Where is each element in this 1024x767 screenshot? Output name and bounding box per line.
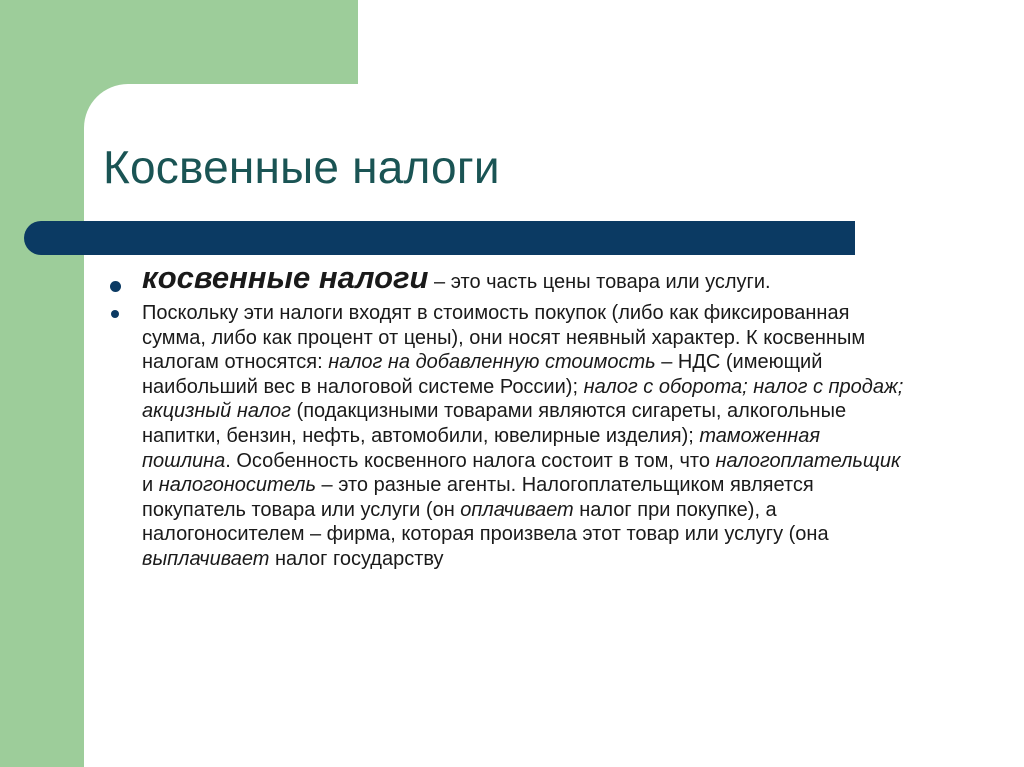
bullet-definition bbox=[104, 260, 904, 295]
title-underline-bar bbox=[24, 221, 855, 255]
text-segment: . Особенность косвенного налога состоит в том, что bbox=[225, 449, 716, 472]
bullet-definition-text bbox=[142, 260, 904, 295]
text-segment: – это разные агенты. Налогоплательщиком является покупатель товара или услуги (он bbox=[142, 474, 814, 521]
emphasis-turnover-sales-excise: налог с оборота; налог с продаж; акцизный налог bbox=[142, 375, 904, 423]
definition-text: – это часть цены товара или услуги. bbox=[428, 271, 771, 293]
bullet-list bbox=[104, 260, 904, 572]
text-segment: и bbox=[142, 474, 159, 497]
bullet-explanation bbox=[104, 301, 904, 572]
bullet-explanation-text bbox=[142, 301, 904, 572]
text-segment: – НДС (имеющий наибольший вес в налоговой системе России); bbox=[142, 351, 823, 398]
bullet-dot-icon bbox=[111, 310, 119, 318]
bullet-dot-icon bbox=[110, 281, 121, 292]
emphasis-tax-bearer: налогоноситель bbox=[158, 474, 316, 497]
term-indirect-taxes: косвенные налоги bbox=[142, 260, 429, 295]
emphasis-taxpayer: налогоплательщик bbox=[715, 449, 901, 472]
emphasis-vat: налог на добавленную стоимость bbox=[328, 351, 656, 374]
emphasis-remits: выплачивает bbox=[142, 547, 270, 570]
emphasis-pays: оплачивает bbox=[460, 498, 574, 521]
slide-title: Косвенные налоги bbox=[103, 141, 500, 193]
emphasis-customs-duty: таможенная пошлина bbox=[142, 424, 821, 472]
text-segment: (подакцизными товарами являются сигареты, алкогольные напитки, бензин, нефть, автомобили, ювелирные изделия); bbox=[142, 400, 847, 447]
text-segment: налог при покупке), а налогоносителем – фирма, которая произвела этот товар или услугу (она bbox=[142, 498, 829, 546]
text-segment: налог государству bbox=[269, 547, 444, 570]
text-segment: Поскольку эти налоги входят в стоимость покупок (либо как фиксированная сумма, либо как процент от цены), они носят неявный характер. К косвенным налогам относятся: bbox=[142, 302, 866, 374]
